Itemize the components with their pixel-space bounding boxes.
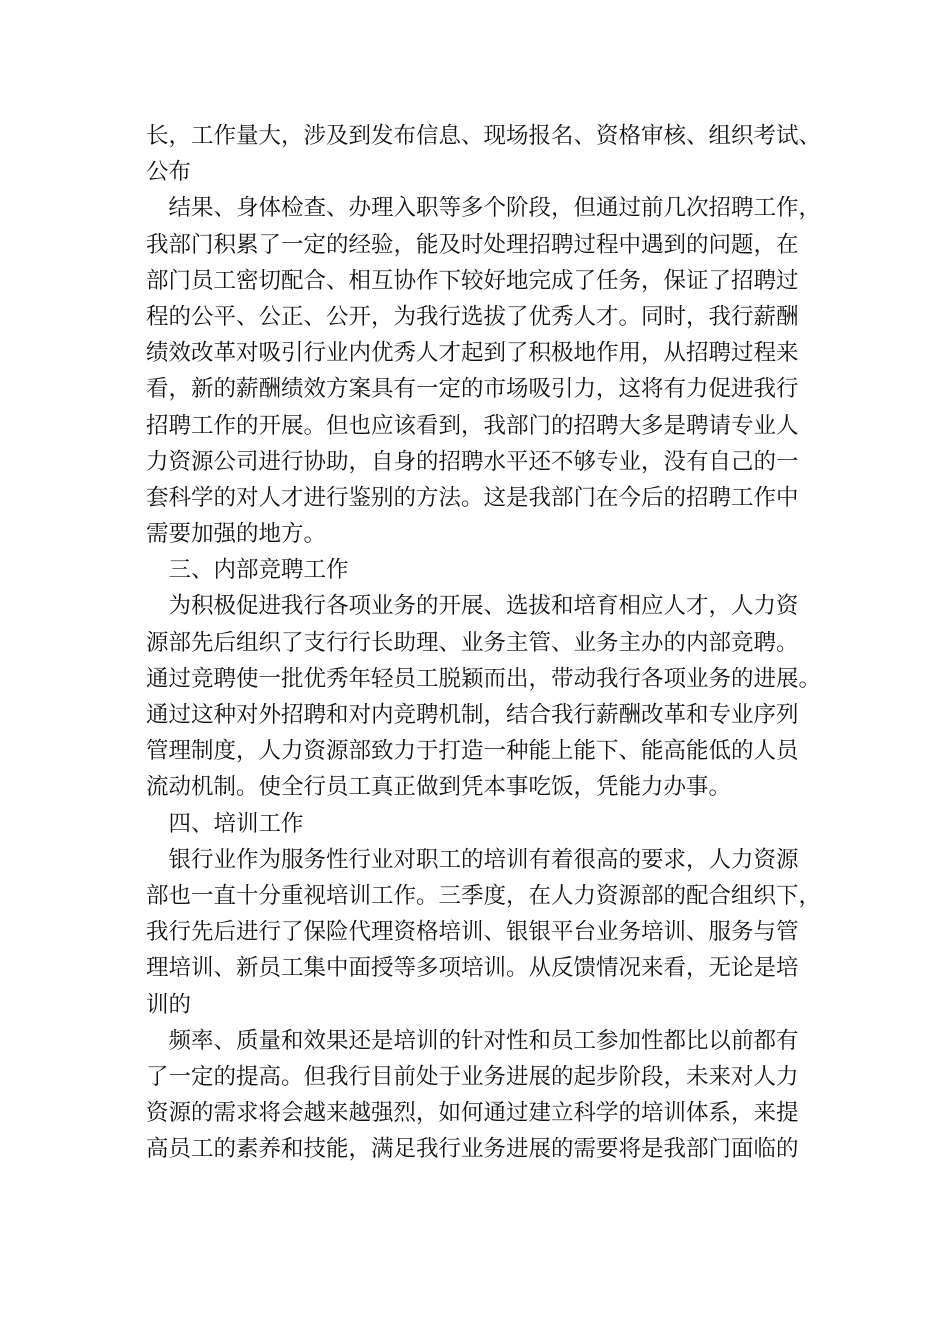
text-line: 需要加强的地方。 (146, 521, 327, 548)
text-line: 看，新的薪酬绩效方案具有一定的市场吸引力，这将有力促进我行 (146, 376, 799, 403)
text-line: 绩效改革对吸引行业内优秀人才起到了积极地作用，从招聘过程来 (146, 340, 799, 367)
text-line: 我行先后进行了保险代理资格培训、银银平台业务培训、服务与管 (146, 919, 799, 946)
text-line: 为积极促进我行各项业务的开展、选拔和培育相应人才，人力资 (146, 593, 799, 620)
text-line: 资源的需求将会越来越强烈，如何通过建立科学的培训体系，来提 (146, 1100, 799, 1127)
text-line: 力资源公司进行协助，自身的招聘水平还不够专业，没有自己的一 (146, 448, 799, 475)
text-line: 我部门积累了一定的经验，能及时处理招聘过程中遇到的问题，在 (146, 231, 799, 258)
section-heading: 三、内部竞聘工作 (146, 557, 349, 584)
section-heading: 四、培训工作 (146, 810, 304, 837)
text-line: 理培训、新员工集中面授等多项培训。从反馈情况来看，无论是培 (146, 955, 799, 982)
text-line: 高员工的素养和技能，满足我行业务进展的需要将是我部门面临的 (146, 1136, 799, 1163)
text-line: 长，工作量大，涉及到发布信息、现场报名、资格审核、组织考试、 (146, 123, 822, 149)
text-line: 套科学的对人才进行鉴别的方法。这是我部门在今后的招聘工作中 (146, 484, 799, 511)
text-line: 结果、身体检查、办理入职等多个阶段，但通过前几次招聘工作， (146, 195, 822, 222)
text-line: 流动机制。使全行员工真正做到凭本事吃饭，凭能力办事。 (146, 774, 732, 801)
text-line: 公布 (146, 159, 192, 186)
text-line: 通过这种对外招聘和对内竞聘机制，结合我行薪酬改革和专业序列 (146, 702, 799, 728)
document-body (146, 118, 826, 1167)
text-line: 训的 (146, 991, 192, 1018)
text-line: 通过竞聘使一批优秀年轻员工脱颖而出，带动我行各项业务的进展。 (146, 665, 822, 692)
text-line: 管理制度，人力资源部致力于打造一种能上能下、能高能低的人员 (146, 738, 799, 765)
text-line: 银行业作为服务性行业对职工的培训有着很高的要求，人力资源 (146, 846, 799, 873)
text-line: 频率、质量和效果还是培训的针对性和员工参加性都比以前都有 (146, 1027, 799, 1054)
text-line: 程的公平、公正、公开，为我行选拔了优秀人才。同时，我行薪酬 (146, 303, 799, 330)
text-line: 部门员工密切配合、相互协作下较好地完成了任务，保证了招聘过 (146, 267, 799, 294)
text-line: 招聘工作的开展。但也应该看到，我部门的招聘大多是聘请专业人 (146, 412, 799, 439)
text-line: 了一定的提高。但我行目前处于业务进展的起步阶段，未来对人力 (146, 1063, 799, 1090)
text-line: 源部先后组织了支行行长助理、业务主管、业务主办的内部竞聘。 (146, 629, 799, 656)
text-line: 部也一直十分重视培训工作。三季度，在人力资源部的配合组织下， (146, 882, 822, 909)
